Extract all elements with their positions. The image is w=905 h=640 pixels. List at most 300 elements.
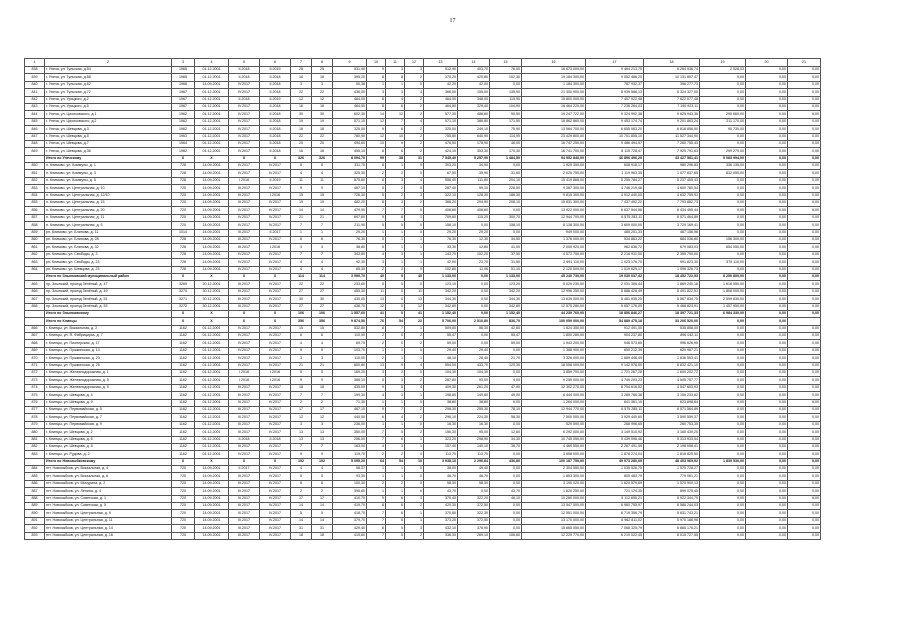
table-cell: 11 527 344,90 (644, 133, 700, 140)
register-table-sheet (24, 58, 821, 540)
table-cell: 3 999,70 (333, 273, 367, 280)
table-cell: 50,38 (333, 81, 367, 88)
table-cell: 298,30 (424, 406, 458, 413)
table-cell: 608 918,17 (586, 163, 644, 170)
table-cell: 5 706,00 (424, 318, 458, 325)
table-cell: 866 (25, 325, 45, 332)
table-cell: 128,30 (458, 192, 490, 199)
table-cell: 14.09.2001 (195, 532, 229, 539)
table-cell: 17 (291, 495, 312, 502)
table-cell: 20 (312, 140, 333, 147)
address-cell: пр. Злынский, проезд Зелёный, д. 49 (45, 288, 172, 295)
table-cell: 7 (312, 443, 333, 450)
table-cell: 5 970 188,98 (644, 517, 700, 524)
table-cell: 861 (25, 244, 45, 251)
table-cell: 8 (291, 163, 312, 170)
table-cell: X (260, 155, 291, 162)
table-cell: 787 932,37 (586, 81, 644, 88)
table-cell: 3271 (172, 296, 195, 303)
table-cell: 720 (172, 525, 195, 532)
table-cell: 46,00 (490, 140, 522, 147)
table-cell: 1 (367, 399, 386, 406)
table-cell: 7 (312, 251, 333, 258)
table-row (25, 517, 821, 524)
table-cell: 5 (291, 347, 312, 354)
table-cell: 726,30 (333, 192, 367, 199)
table-cell: 192 (291, 458, 312, 465)
table-cell: 3 (386, 89, 405, 96)
table-cell: 296,10 (424, 414, 458, 421)
table-cell: 884 (25, 466, 45, 473)
table-cell: 14.09.2001 (195, 488, 229, 495)
table-cell: 1162 (172, 370, 195, 377)
table-cell: 12 (312, 414, 333, 421)
table-cell: 4 632 759,91 (644, 192, 700, 199)
table-cell: 15 831 300,00 (522, 200, 586, 207)
table-cell: 1 721 267,28 (586, 370, 644, 377)
table-cell: 882 (25, 443, 45, 450)
table-cell: 158,10 (424, 222, 458, 229)
table-cell: 178,90 (458, 140, 490, 147)
table-cell: III.2017 (229, 392, 260, 399)
table-cell: 30 (291, 296, 312, 303)
table-cell: 5 (367, 222, 386, 229)
table-cell: II.2018 (260, 133, 291, 140)
table-cell: 104,30 (424, 370, 458, 377)
table-cell: 21 (312, 362, 333, 369)
table-cell: 3 929 440,60 (586, 414, 644, 421)
table-cell: IV.2017 (260, 414, 291, 421)
table-cell: 49,00 (490, 392, 522, 399)
table-cell: 432,10 (424, 525, 458, 532)
table-cell: 2 528,03 (700, 67, 746, 74)
table-cell: 01.12.2001 (195, 148, 229, 155)
table-cell: 64 (367, 458, 386, 465)
table-row (25, 81, 821, 88)
table-cell: 269,10 (458, 532, 490, 539)
table-cell: 424,10 (424, 148, 458, 155)
table-cell: 850 (25, 163, 45, 170)
table-cell: 22 (312, 133, 333, 140)
table-cell: 356 (291, 318, 312, 325)
table-cell: 0,00 (788, 214, 821, 221)
table-cell: 8 832 421,10 (644, 362, 700, 369)
table-cell: 0,00 (788, 251, 821, 258)
address-cell: г. Клинцы, ул. Пушкинская, д. 14 (45, 347, 172, 354)
table-cell: 0,00 (700, 517, 746, 524)
table-cell: 54 889 475,18 (586, 318, 644, 325)
address-cell: пгт. Новозыбков, ул. Мичурина, д. 2 (45, 480, 172, 487)
table-cell: 370,80 (424, 510, 458, 517)
table-cell: 0,00 (746, 310, 788, 317)
table-cell: 1 096 326,73 (644, 266, 700, 273)
table-cell: 18 (291, 126, 312, 133)
table-cell: 41,00 (490, 244, 522, 251)
address-cell: г. Клинцы, ул. Железнодорожная, д. 9 (45, 384, 172, 391)
table-cell: 1 264 000,00 (522, 399, 586, 406)
table-cell: 48,70 (424, 473, 458, 480)
table-cell: 3 (291, 421, 312, 428)
table-cell: 0,00 (746, 296, 788, 303)
table-cell: IV.2017 (260, 303, 291, 310)
table-cell: 864 (25, 266, 45, 273)
table-cell: 8 (367, 103, 386, 110)
table-cell: 90,50 (490, 111, 522, 118)
table-cell: 6 (367, 177, 386, 184)
table-cell: 0,00 (700, 340, 746, 347)
table-cell: II.2019 (260, 177, 291, 184)
table-cell: 261,20 (458, 384, 490, 391)
table-cell: 0,00 (788, 111, 821, 118)
table-cell: III.2017 (229, 510, 260, 517)
table-cell: 0,00 (746, 140, 788, 147)
table-cell: 115,90 (490, 96, 522, 103)
table-cell: 6 (386, 510, 405, 517)
table-cell: 728 (172, 251, 195, 258)
table-cell: 59,00 (490, 340, 522, 347)
table-cell: 875 (25, 392, 45, 399)
table-cell: 2 (386, 480, 405, 487)
table-cell: 106,60 (490, 532, 522, 539)
table-cell: 13 (291, 429, 312, 436)
address-cell: пгт. Новозыбков, ул. Центральная, д. 9 (45, 510, 172, 517)
table-cell: 7 793 882,73 (644, 200, 700, 207)
table-cell: 1162 (172, 436, 195, 443)
table-cell: 0,00 (700, 89, 746, 96)
table-cell: 94 952 840,00 (522, 155, 586, 162)
table-cell: III.2017 (229, 185, 260, 192)
table-cell: 0,00 (746, 81, 788, 88)
table-cell: 879 (25, 421, 45, 428)
table-row (25, 510, 821, 517)
table-cell: 7 622 077,48 (644, 96, 700, 103)
table-cell: 872 (25, 370, 45, 377)
table-cell: 720 (172, 510, 195, 517)
table-cell: IV.2017 (260, 236, 291, 243)
table-cell: 600,80 (333, 362, 367, 369)
table-cell: IV.2017 (260, 517, 291, 524)
table-row (25, 488, 821, 495)
table-cell: 6 586 244,03 (644, 503, 700, 510)
table-cell: 6 (386, 436, 405, 443)
table-cell: 3 (386, 177, 405, 184)
table-cell: 883 (25, 451, 45, 458)
table-cell: 2 (386, 451, 405, 458)
table-cell: III.2017 (229, 192, 260, 199)
table-cell: 0,00 (490, 421, 522, 428)
table-cell: 4 (291, 259, 312, 266)
address-cell: пгт. Новозыбков, ул. Центральная, д. 14 (45, 525, 172, 532)
table-cell: 8 (367, 74, 386, 81)
table-cell: 0,00 (746, 288, 788, 295)
table-cell: 2 (312, 399, 333, 406)
table-cell: 0,00 (746, 177, 788, 184)
table-cell: IV.2017 (260, 296, 291, 303)
table-cell: 0,00 (746, 340, 788, 347)
table-cell: 5 481 935,25 (586, 296, 644, 303)
table-cell: 1162 (172, 355, 195, 362)
table-cell: 9 486 494,57 (586, 140, 644, 147)
table-cell: 1962 (172, 118, 195, 125)
table-cell: 12,30 (458, 236, 490, 243)
table-cell: 0,00 (700, 362, 746, 369)
table-cell: IV.2017 (260, 214, 291, 221)
table-cell: 48 403 969,92 (644, 458, 700, 465)
table-cell: 9 (386, 362, 405, 369)
table-cell: 27 (312, 303, 333, 310)
table-cell: 0,00 (788, 325, 821, 332)
address-cell: г. Клинцы, ул. Железнодорожная, д. 5 (45, 377, 172, 384)
table-cell: 1162 (172, 384, 195, 391)
table-cell: 4 (291, 466, 312, 473)
table-cell: 7 (291, 222, 312, 229)
table-cell: I.2018 (260, 370, 291, 377)
table-cell: IV.2017 (260, 333, 291, 340)
table-cell: 9 (291, 185, 312, 192)
table-cell: 836,70 (490, 318, 522, 325)
table-cell: 847 (25, 133, 45, 140)
table-cell: 224,30 (458, 414, 490, 421)
table-row (25, 133, 821, 140)
table-cell: 13 (367, 296, 386, 303)
table-cell: X (260, 273, 291, 280)
address-cell: Итого по Злынковский муниципальный район (45, 273, 172, 280)
table-row (25, 532, 821, 539)
table-cell: 1 (405, 244, 424, 251)
table-cell: 19 (312, 118, 333, 125)
table-cell: 21 (291, 214, 312, 221)
table-cell: 14.09.2001 (195, 214, 229, 221)
table-cell: 58,37 (333, 466, 367, 473)
table-cell: 728 (172, 266, 195, 273)
table-cell: 721 174,35 (586, 488, 644, 495)
table-cell: III.2017 (229, 303, 260, 310)
table-cell: 440,50 (333, 414, 367, 421)
table-cell: IV.2017 (260, 480, 291, 487)
table-cell: 852 (25, 177, 45, 184)
table-cell: 859 (25, 229, 45, 236)
table-cell: 0 (405, 207, 424, 214)
table-cell: 0,00 (788, 229, 821, 236)
table-cell: 298,90 (458, 436, 490, 443)
address-cell: Итого по Новозыбковскому (45, 458, 172, 465)
table-cell: 885 (25, 473, 45, 480)
table-cell: IV.2017 (229, 170, 260, 177)
table-cell: 01.12.2001 (195, 347, 229, 354)
table-cell: 21,70 (490, 355, 522, 362)
table-cell: 842 (25, 96, 45, 103)
table-cell: 1 620 250,00 (522, 488, 586, 495)
table-cell: 16 673 000,00 (522, 67, 586, 74)
table-cell: 67,50 (424, 170, 458, 177)
table-cell: 18 (312, 384, 333, 391)
table-cell: 0 (386, 303, 405, 310)
address-cell: п. Климово, ул. Центральная, д. 10 (45, 185, 172, 192)
table-cell: 0,00 (700, 429, 746, 436)
table-cell: 11,06 (458, 266, 490, 273)
table-cell: 149,80 (458, 392, 490, 399)
table-cell: 01.12.2001 (195, 333, 229, 340)
table-cell: 350,00 (333, 429, 367, 436)
table-cell: 14.09.2001 (195, 510, 229, 517)
table-cell: IV.2017 (229, 207, 260, 214)
address-cell: п. Климово, ул. Центральная, д. 5 (45, 222, 172, 229)
table-cell: 867 (25, 296, 45, 303)
table-cell: 5 237 455,43 (644, 177, 700, 184)
table-cell: I.2018 (229, 177, 260, 184)
table-cell: 1 119 963,35 (586, 170, 644, 177)
table-cell: 16 (291, 103, 312, 110)
table-cell: 0 (405, 399, 424, 406)
table-cell: 0,00 (746, 89, 788, 96)
table-cell: 7 (367, 510, 386, 517)
table-row (25, 340, 821, 347)
table-cell: 2 (386, 185, 405, 192)
table-cell: 0,00 (788, 466, 821, 473)
table-cell: IV.2017 (229, 251, 260, 258)
table-cell: IV.2017 (260, 170, 291, 177)
table-cell: 0,00 (700, 140, 746, 147)
table-cell: 30 (291, 111, 312, 118)
table-cell: 1 570 900,13 (644, 480, 700, 487)
table-cell: 12 (291, 414, 312, 421)
table-cell: 4 (291, 340, 312, 347)
table-cell: X (195, 155, 229, 162)
address-cell: г. Клинцы, ул. Шевцова, д. 6 (45, 436, 172, 443)
table-cell: 2 (405, 532, 424, 539)
table-cell: 12 575 280,00 (522, 303, 586, 310)
table-cell: 851 (25, 170, 45, 177)
table-cell: 7 (386, 118, 405, 125)
table-cell: 31,60 (490, 170, 522, 177)
table-cell: X (195, 458, 229, 465)
table-cell: 7 (291, 251, 312, 258)
table-cell: 1 (386, 488, 405, 495)
table-cell: 435,09 (333, 384, 367, 391)
table-cell: 14.09.2001 (195, 229, 229, 236)
table-cell: 43,70 (490, 488, 522, 495)
table-cell: 0,00 (746, 303, 788, 310)
table-cell: 45 240 730,00 (522, 273, 586, 280)
table-cell: 0,00 (458, 310, 490, 317)
table-cell: 684 036,80 (644, 236, 700, 243)
table-cell: 14.09.2001 (195, 466, 229, 473)
table-row (25, 200, 821, 207)
column-number-cell: 19 (700, 59, 746, 67)
table-cell: 912 491,00 (586, 325, 644, 332)
table-cell: IV.2017 (229, 111, 260, 118)
address-cell: пгт. Новозыбков, ул. Центральная, д. 16 (45, 532, 172, 539)
table-row (25, 503, 821, 510)
table-cell: 0,00 (490, 81, 522, 88)
table-cell: 2 (367, 340, 386, 347)
table-row (25, 443, 821, 450)
table-cell: IV.2017 (260, 495, 291, 502)
table-cell: IV.2017 (229, 259, 260, 266)
address-cell: г. Клинцы, ул. Железнодорожная, д. 1 (45, 370, 172, 377)
table-cell: 0,00 (788, 281, 821, 288)
table-cell: 9 874,50 (333, 318, 367, 325)
table-cell: 0,00 (788, 347, 821, 354)
table-cell: 720 (172, 192, 195, 199)
table-cell: 16,30 (458, 421, 490, 428)
address-cell: п. Климово, ул. Центральная, д. 15 (45, 200, 172, 207)
address-cell: рп. Климово, ул. Свободы, д. 23 (45, 259, 172, 266)
table-cell: 1162 (172, 340, 195, 347)
table-cell: 2 216 931,00 (586, 251, 644, 258)
page-number: 17 (449, 18, 456, 24)
table-cell: 0 (405, 421, 424, 428)
table-cell: 1 023 176,70 (586, 259, 644, 266)
table-cell: I.2018 (260, 244, 291, 251)
table-cell: 0,00 (788, 103, 821, 110)
table-cell: 728 (172, 177, 195, 184)
table-cell: 8 094,70 (333, 155, 367, 162)
table-cell: 1 (386, 355, 405, 362)
table-cell: 0,00 (700, 251, 746, 258)
table-cell: 0 (386, 340, 405, 347)
table-cell: IV.2017 (260, 222, 291, 229)
table-cell: 17 (291, 406, 312, 413)
column-number-cell: 14 (458, 59, 490, 67)
table-cell: 720 (172, 532, 195, 539)
table-cell: 17 (312, 495, 333, 502)
address-cell: г. Клинцы, ул. Первомайская, д. 5 (45, 406, 172, 413)
table-cell: 1 (405, 214, 424, 221)
table-cell: 848 (25, 140, 45, 147)
table-cell: 869 (25, 347, 45, 354)
table-cell: 1162 (172, 406, 195, 413)
address-cell: г. Клинцы, ул. Пушкинская, д. 23 (45, 355, 172, 362)
table-cell: II.2017 (229, 466, 260, 473)
table-cell: 13 547 000,00 (522, 503, 586, 510)
table-cell: 874 (25, 384, 45, 391)
table-cell: 55,47 (490, 333, 522, 340)
table-cell: 6 571 564,89 (644, 406, 700, 413)
address-cell: г. Клинцы, ул. Шевцова, д. 4 (45, 392, 172, 399)
table-cell: 2 (386, 192, 405, 199)
table-cell: IV.2017 (260, 466, 291, 473)
table-cell: 44 239 760,00 (522, 310, 586, 317)
table-cell: 878 (25, 414, 45, 421)
table-cell (25, 155, 45, 162)
table-cell: 15 (312, 192, 333, 199)
table-cell: 344,30 (424, 296, 458, 303)
table-cell: 7 457 922,48 (586, 96, 644, 103)
table-cell: 2 120 000,00 (522, 266, 586, 273)
table-cell: 54 (386, 458, 405, 465)
table-row (25, 185, 821, 192)
table-cell: 1962 (172, 111, 195, 118)
address-cell: г. Унеча, ул. Тульская, д.62 (45, 81, 172, 88)
table-cell: 6 (386, 517, 405, 524)
table-cell: 01.12.2001 (195, 140, 229, 147)
table-cell: 1 618 550,00 (700, 281, 746, 288)
table-cell (25, 458, 45, 465)
table-cell: 0,00 (746, 347, 788, 354)
table-cell: 1162 (172, 429, 195, 436)
table-cell: 2 (405, 406, 424, 413)
table-cell: 27 (312, 288, 333, 295)
table-cell: 395,20 (333, 74, 367, 81)
table-cell: 0,00 (746, 281, 788, 288)
table-cell: 1 (386, 466, 405, 473)
table-cell: 0,00 (746, 229, 788, 236)
table-cell: 2 (405, 140, 424, 147)
table-cell: 0,00 (746, 384, 788, 391)
table-cell: 255,30 (458, 406, 490, 413)
table-cell: 3 (312, 421, 333, 428)
